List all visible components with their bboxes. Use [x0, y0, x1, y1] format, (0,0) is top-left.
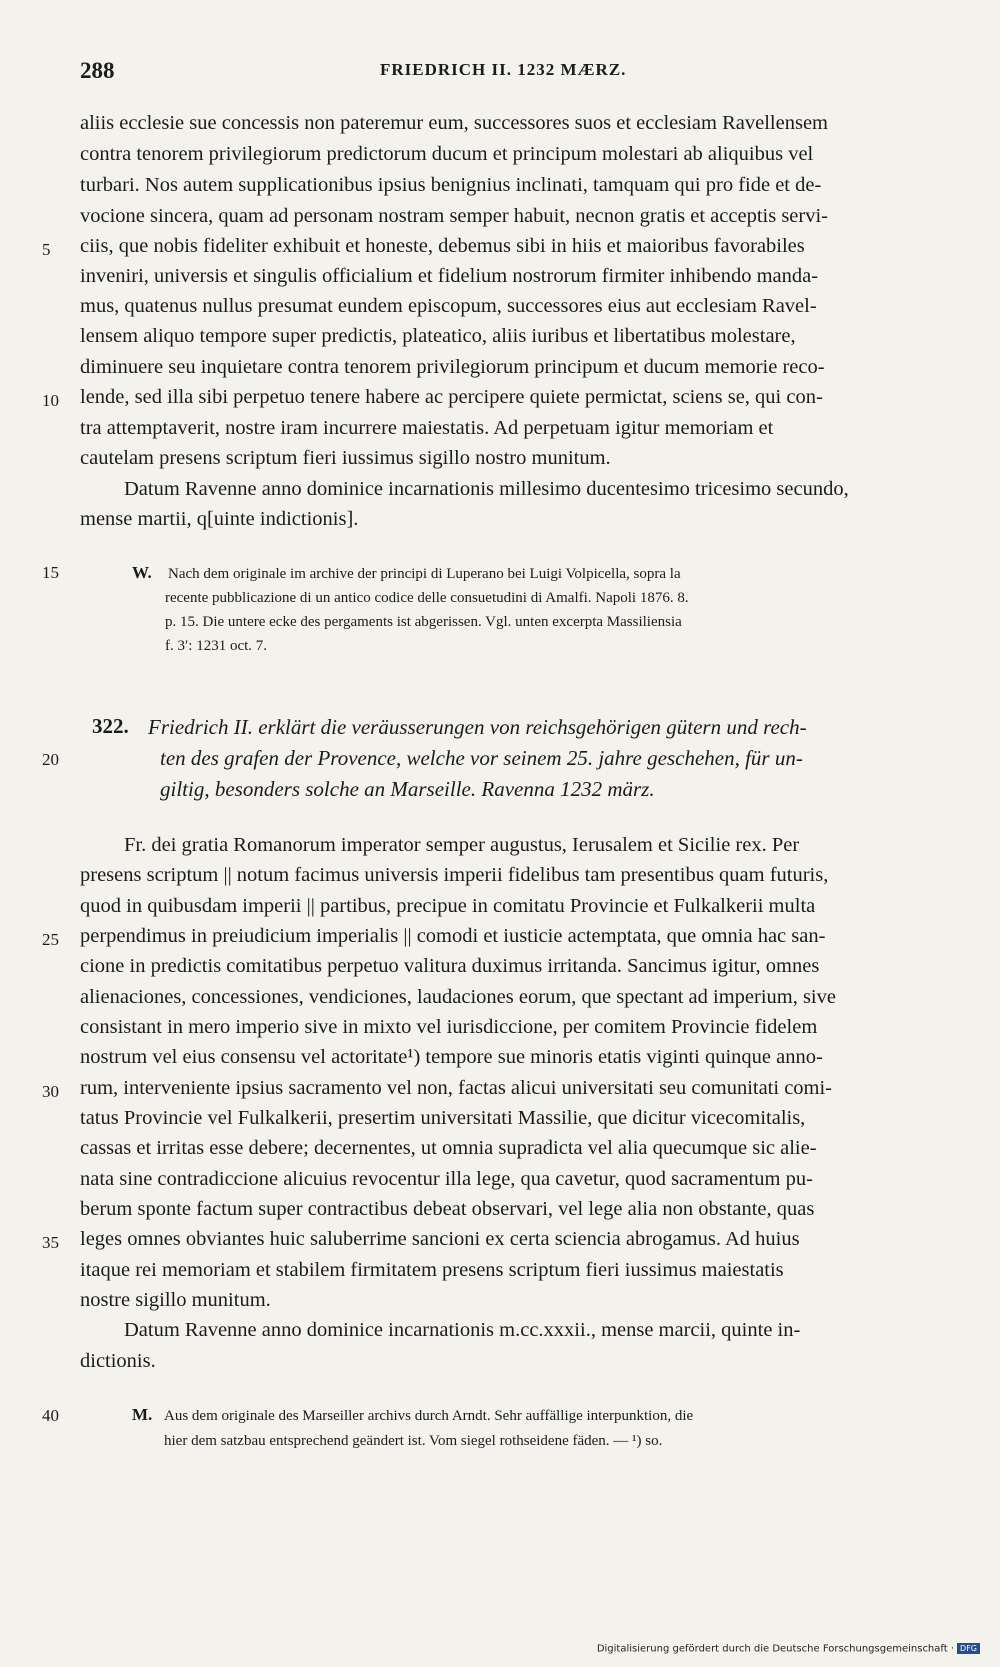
document-title-line: giltig, besonders solche an Marseille. Ravenna 1232 märz. — [160, 777, 655, 801]
line-number: 20 — [42, 750, 59, 769]
body2-line: nostrum vel eius consensu vel actoritate¹) tempore sue minoris etatis viginti quinque anno- — [80, 1046, 823, 1068]
line-number: 15 — [42, 563, 59, 582]
body2-line: cassas et irritas esse debere; decernentes, ut omnia supradicta vel alia quecumque sic alie- — [80, 1137, 817, 1159]
body2-line: Datum Ravenne anno dominice incarnationis m.cc.xxxii., mense marcii, quinte in- — [124, 1319, 801, 1341]
body2-line: itaque rei memoriam et stabilem firmitatem presens scriptum fieri iussimus maiestatis — [80, 1259, 784, 1281]
note2-siglum: M. — [132, 1405, 153, 1424]
body2-line: consistant in mero imperio sive in mixto vel iurisdiccione, per comitem Provincie fidelem — [80, 1016, 818, 1038]
body2-line: nata sine contradiccione alicuius revocentur illa lege, qua cavetur, quod sacramentum pu- — [80, 1168, 813, 1190]
body2-line: nostre sigillo munitum. — [80, 1289, 271, 1311]
body1-line: ciis, que nobis fideliter exhibuit et honeste, debemus sibi in hiis et maioribus favorabiles — [80, 235, 805, 257]
body1-line: contra tenorem privilegiorum predictorum ducum et principum molestari ab aliquibus vel — [80, 143, 814, 165]
note1-line: f. 3′: 1231 oct. 7. — [165, 638, 268, 654]
body2-line: dictionis. — [80, 1350, 156, 1372]
body2-line: rum, interveniente ipsius sacramento vel non, factas alicui universitati seu comunitati comi- — [80, 1077, 833, 1099]
body1-line: vocione sincera, quam ad personam nostram semper habuit, necnon gratis et acceptis servi- — [80, 205, 828, 227]
body2-line: alienaciones, concessiones, vendiciones, laudaciones eorum, que spectant ad imperium, sive — [80, 986, 836, 1008]
body2-line: leges omnes obviantes huic saluberrime sancioni ex certa sciencia abrogamus. Ad huius — [80, 1228, 800, 1250]
body1-line: aliis ecclesie sue concessis non pateremur eum, successores suos et ecclesiam Ravellensem — [80, 112, 828, 134]
body1-line: turbari. Nos autem supplicationibus ipsius benignius inclinati, tamquam qui pro fide et de- — [80, 174, 822, 196]
body2-line: tatus Provincie vel Fulkalkerii, presertim universitati Massilie, que dicitur vicecomitalis, — [80, 1107, 806, 1129]
line-number: 25 — [42, 930, 59, 949]
body2-line: presens scriptum || notum facimus universis imperii fidelibus tam presentibus quam futuris, — [80, 864, 829, 886]
footer-text: Digitalisierung gefördert durch die Deutsche Forschungsgemeinschaft · — [596, 1643, 955, 1655]
note1-line: recente pubblicazione di un antico codice delle consuetudini di Amalfi. Napoli 1876. 8. — [165, 590, 689, 606]
page-number: 288 — [80, 58, 115, 83]
body1-line: tra attemptaverit, nostre iram incurrere maiestatis. Ad perpetuam igitur memoriam et — [80, 417, 774, 439]
note1-line: p. 15. Die untere ecke des pergaments ist abgerissen. Vgl. unten excerpta Massiliensia — [165, 614, 682, 630]
running-head: FRIEDRICH II. 1232 MÆRZ. — [380, 60, 627, 79]
body2-line: berum sponte factum super contractibus debeat observari, vel lege alia non obstante, quas — [80, 1198, 815, 1220]
body1-line: diminuere seu inquietare contra tenorem privilegiorum principum et ducum memorie reco- — [80, 356, 825, 378]
body1-line: inveniri, universis et singulis officialium et fidelium nostrorum firmiter inhibendo manda- — [80, 265, 819, 287]
document-title-line: Friedrich II. erklärt die veräusserungen von reichsgehörigen gütern und rech- — [148, 715, 807, 739]
digitization-credit — [597, 1643, 980, 1655]
body2-line: cione in predictis comitatibus perpetuo valitura duximus irritanda. Sancimus igitur, omnes — [80, 955, 820, 977]
line-number: 5 — [42, 240, 51, 259]
line-number: 40 — [42, 1406, 59, 1425]
line-number: 10 — [42, 391, 59, 410]
dfg-logo: DFG — [957, 1643, 980, 1654]
note2-line: Aus dem originale des Marseiller archivs durch Arndt. Sehr auffällige interpunktion, die — [164, 1408, 694, 1424]
body1-line: lensem aliquo tempore super predictis, plateatico, aliis iuribus et libertatibus molestare, — [80, 325, 796, 347]
document-number: 322. — [92, 714, 129, 738]
line-number: 30 — [42, 1082, 59, 1101]
body1-line: mus, quatenus nullus presumat eundem episcopum, successores eius aut ecclesiam Ravel- — [80, 295, 817, 317]
body1-line: cautelam presens scriptum fieri iussimus sigillo nostro munitum. — [80, 447, 611, 469]
body2-line: perpendimus in preiudicium imperialis || comodi et iusticie actemptata, que omnia hac san- — [80, 925, 826, 947]
body1-line: mense martii, q[uinte indictionis]. — [80, 508, 359, 530]
body1-line: Datum Ravenne anno dominice incarnationis millesimo ducentesimo tricesimo secundo, — [124, 478, 849, 500]
document-title-line: ten des grafen der Provence, welche vor seinem 25. jahre geschehen, für un- — [160, 746, 803, 770]
note1-line: Nach dem originale im archive der principi di Luperano bei Luigi Volpicella, sopra la — [168, 566, 681, 582]
body1-line: lende, sed illa sibi perpetuo tenere habere ac percipere quiete permictat, sciens se, qui con- — [80, 386, 823, 408]
note2-line: hier dem satzbau entsprechend geändert ist. Vom siegel rothseidene fäden. — ¹) so. — [164, 1433, 663, 1449]
body2-line: Fr. dei gratia Romanorum imperator semper augustus, Ierusalem et Sicilie rex. Per — [124, 834, 800, 856]
body2-line: quod in quibusdam imperii || partibus, precipue in comitatu Provincie et Fulkalkerii multa — [80, 895, 816, 917]
line-number: 35 — [42, 1233, 59, 1252]
note1-siglum: W. — [132, 563, 152, 582]
